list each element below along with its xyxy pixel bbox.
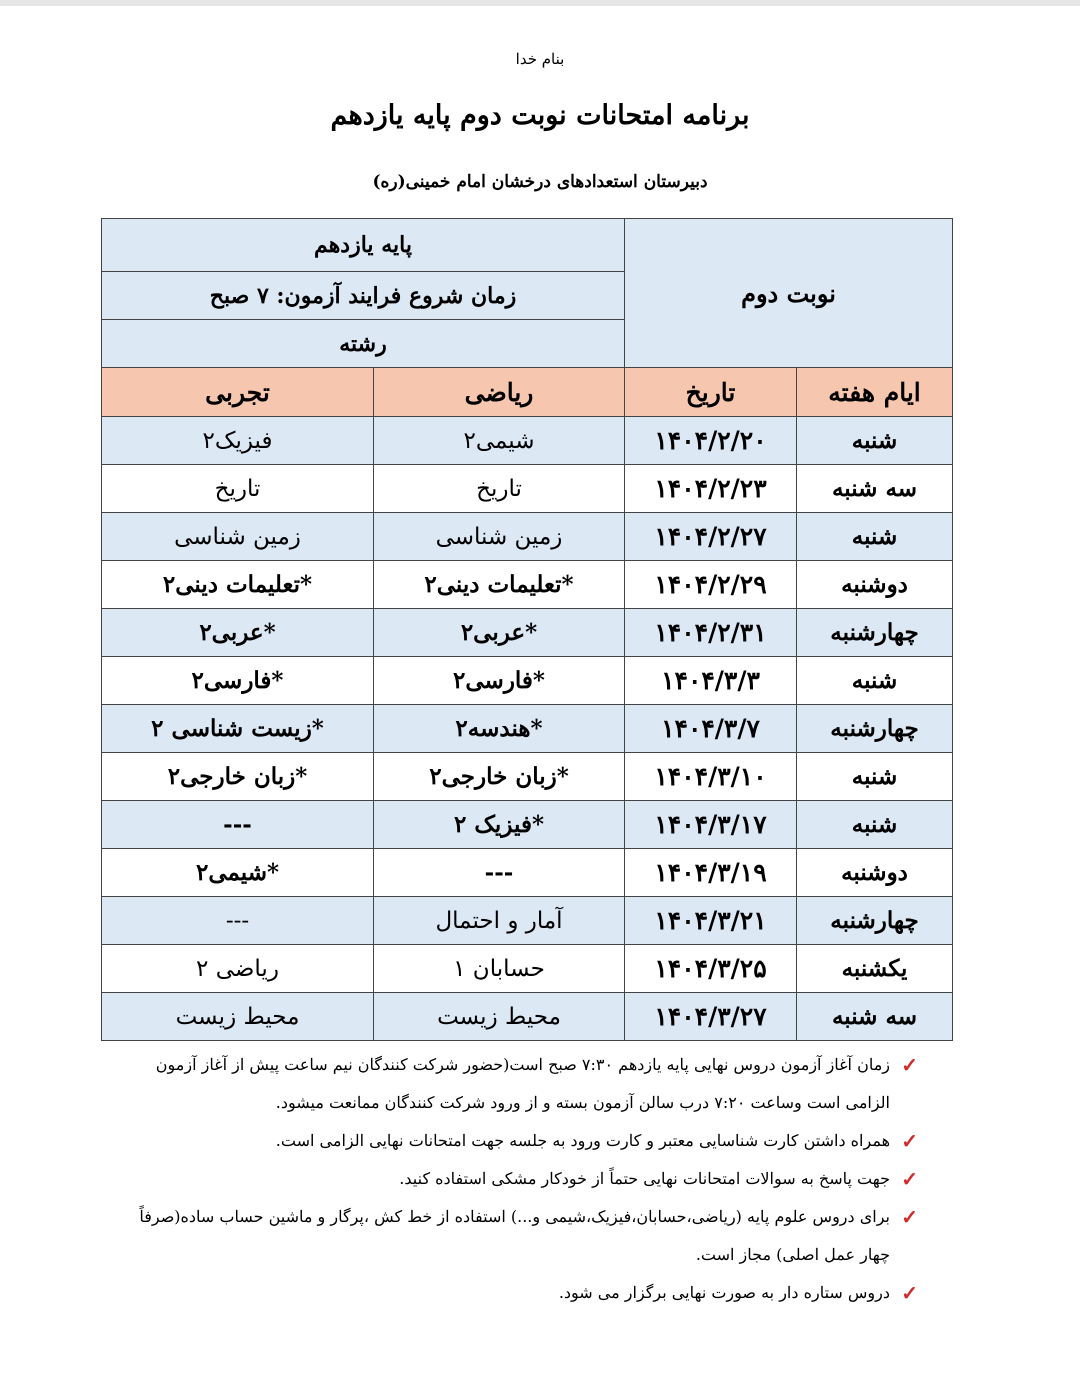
date-cell: ۱۴۰۴/۳/۳ <box>625 657 797 705</box>
math-cell: *فارسی۲ <box>374 657 625 705</box>
note-text: زمان آغاز آزمون دروس نهایی پایه یازدهم ۷:۳۰ صبح است(حضور شرکت کنندگان نیم ساعت پیش از آغاز آزمون الزامی است وساعت ۷:۲۰ درب سالن آزمون بسته و از ورود شرکت کنندگان ممانعت میشود. <box>155 1055 890 1112</box>
science-cell: *فارسی۲ <box>102 657 374 705</box>
science-cell: ریاضی ۲ <box>102 945 374 993</box>
science-cell: --- <box>102 897 374 945</box>
day-cell: شنبه <box>797 753 953 801</box>
science-cell: تاریخ <box>102 465 374 513</box>
day-cell: دوشنبه <box>797 849 953 897</box>
science-cell: فیزیک۲ <box>102 417 374 465</box>
day-cell: شنبه <box>797 657 953 705</box>
science-cell: *شیمی۲ <box>102 849 374 897</box>
date-cell: ۱۴۰۴/۳/۲۵ <box>625 945 797 993</box>
science-cell: *زیست شناسی ۲ <box>102 705 374 753</box>
table-row <box>102 609 953 657</box>
note-item <box>130 1160 930 1198</box>
day-cell: چهارشنبه <box>797 897 953 945</box>
day-cell: شنبه <box>797 513 953 561</box>
math-cell: *زبان خارجی۲ <box>374 753 625 801</box>
checkmark-icon: ✓ <box>901 1129 918 1153</box>
school-name: دبیرستان استعدادهای درخشان امام خمینی(ره) <box>372 172 708 192</box>
exam-schedule-table <box>101 218 953 1041</box>
grade-label: پایه یازدهم <box>102 219 625 272</box>
date-cell: ۱۴۰۴/۲/۳۱ <box>625 609 797 657</box>
day-cell: دوشنبه <box>797 561 953 609</box>
table-row <box>102 945 953 993</box>
math-cell: --- <box>374 849 625 897</box>
date-cell: ۱۴۰۴/۳/۲۱ <box>625 897 797 945</box>
note-text: دروس ستاره دار به صورت نهایی برگزار می شود. <box>558 1283 890 1302</box>
math-cell: *عربی۲ <box>374 609 625 657</box>
note-text: برای دروس علوم پایه (ریاضی،حسابان،فیزیک،شیمی و...) استفاده از خط کش ،پرگار و ماشین حساب ساده(صرفاً چهار عمل اصلی) مجاز است. <box>139 1207 890 1264</box>
day-cell: سه شنبه <box>797 465 953 513</box>
date-cell: ۱۴۰۴/۳/۱۰ <box>625 753 797 801</box>
checkmark-icon: ✓ <box>901 1053 918 1077</box>
top-bar <box>0 0 1080 6</box>
math-cell: *فیزیک ۲ <box>374 801 625 849</box>
date-cell: ۱۴۰۴/۳/۱۷ <box>625 801 797 849</box>
math-cell: *تعلیمات دینی۲ <box>374 561 625 609</box>
table-row <box>102 993 953 1041</box>
science-cell: زمین شناسی <box>102 513 374 561</box>
note-item <box>130 1122 930 1160</box>
science-cell: *تعلیمات دینی۲ <box>102 561 374 609</box>
math-cell: شیمی۲ <box>374 417 625 465</box>
day-cell: چهارشنبه <box>797 705 953 753</box>
day-cell: سه شنبه <box>797 993 953 1041</box>
math-cell: زمین شناسی <box>374 513 625 561</box>
date-cell: ۱۴۰۴/۲/۲۹ <box>625 561 797 609</box>
table-row <box>102 897 953 945</box>
science-cell: محیط زیست <box>102 993 374 1041</box>
note-item <box>130 1198 930 1274</box>
column-header-day: ایام هفته <box>797 368 953 417</box>
date-cell: ۱۴۰۴/۲/۲۰ <box>625 417 797 465</box>
table-row <box>102 465 953 513</box>
field-label: رشته <box>102 320 625 368</box>
table-row <box>102 513 953 561</box>
math-cell: تاریخ <box>374 465 625 513</box>
start-time-label: زمان شروع فرایند آزمون: ۷ صبح <box>102 272 625 320</box>
math-cell: محیط زیست <box>374 993 625 1041</box>
notes-list <box>130 1046 930 1312</box>
math-cell: *هندسه۲ <box>374 705 625 753</box>
table-row <box>102 657 953 705</box>
day-cell: شنبه <box>797 801 953 849</box>
science-cell: *زبان خارجی۲ <box>102 753 374 801</box>
science-cell: --- <box>102 801 374 849</box>
date-cell: ۱۴۰۴/۳/۷ <box>625 705 797 753</box>
checkmark-icon: ✓ <box>901 1281 918 1305</box>
day-cell: چهارشنبه <box>797 609 953 657</box>
date-cell: ۱۴۰۴/۲/۲۷ <box>625 513 797 561</box>
note-item <box>130 1274 930 1312</box>
table-row <box>102 753 953 801</box>
date-cell: ۱۴۰۴/۲/۲۳ <box>625 465 797 513</box>
day-cell: شنبه <box>797 417 953 465</box>
date-cell: ۱۴۰۴/۳/۲۷ <box>625 993 797 1041</box>
math-cell: حسابان ۱ <box>374 945 625 993</box>
table-row <box>102 705 953 753</box>
day-cell: یکشنبه <box>797 945 953 993</box>
table-row <box>102 417 953 465</box>
table-row <box>102 801 953 849</box>
basmala: بنام خدا <box>515 50 565 68</box>
math-cell: آمار و احتمال <box>374 897 625 945</box>
note-item <box>130 1046 930 1122</box>
note-text: همراه داشتن کارت شناسایی معتبر و کارت ورود به جلسه جهت امتحانات نهایی الزامی است. <box>275 1131 890 1150</box>
page-title: برنامه امتحانات نوبت دوم پایه یازدهم <box>330 100 750 131</box>
checkmark-icon: ✓ <box>901 1167 918 1191</box>
column-header-science: تجربی <box>102 368 374 417</box>
checkmark-icon: ✓ <box>901 1205 918 1229</box>
column-header-math: ریاضی <box>374 368 625 417</box>
table-row <box>102 849 953 897</box>
term-label: نوبت دوم <box>625 219 953 368</box>
note-text: جهت پاسخ به سوالات امتحانات نهایی حتماً از خودکار مشکی استفاده کنید. <box>399 1169 890 1188</box>
column-header-date: تاریخ <box>625 368 797 417</box>
table-row <box>102 561 953 609</box>
date-cell: ۱۴۰۴/۳/۱۹ <box>625 849 797 897</box>
science-cell: *عربی۲ <box>102 609 374 657</box>
